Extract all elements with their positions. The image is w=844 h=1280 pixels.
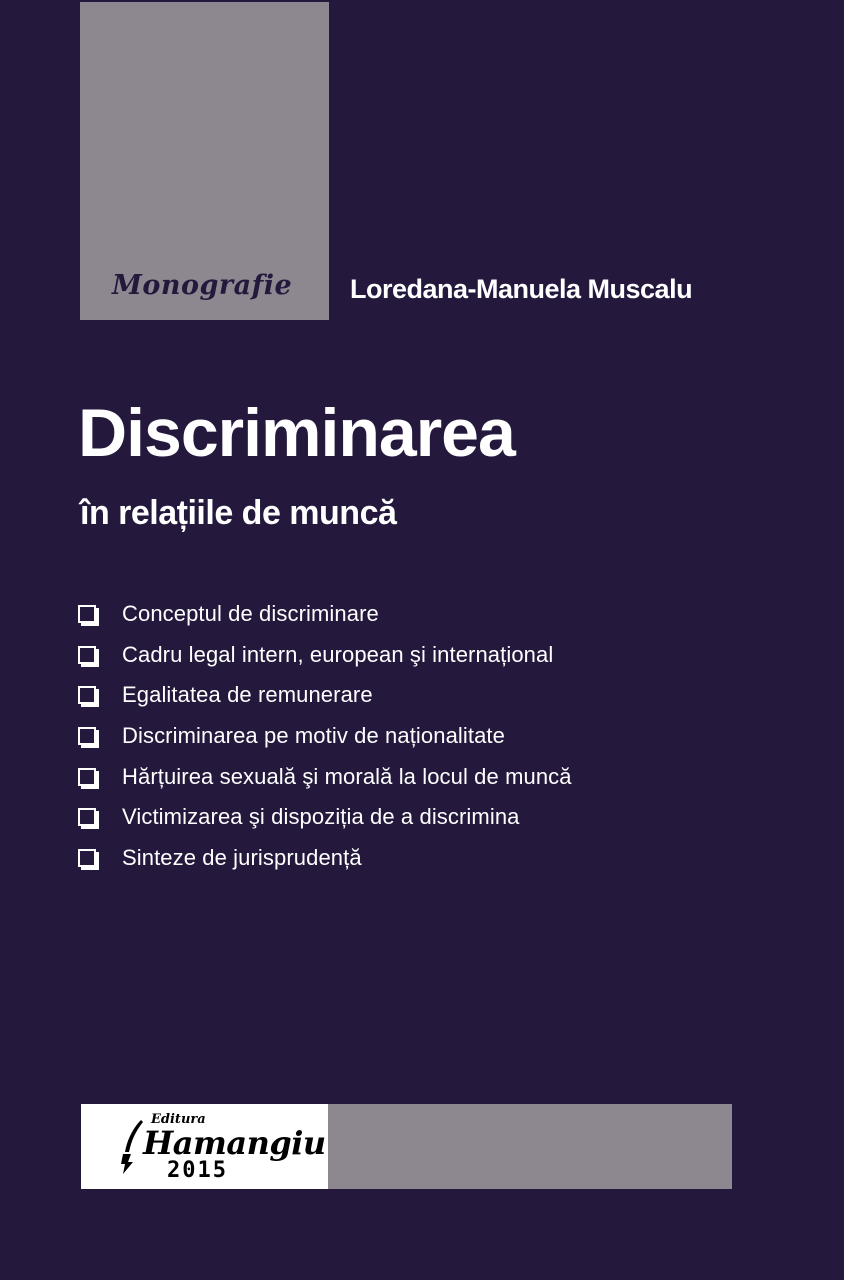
topic-text: Sinteze de jurisprudență xyxy=(122,844,362,870)
list-item xyxy=(78,675,572,716)
publisher-panel xyxy=(81,1104,328,1189)
book-subtitle: în relațiile de muncă xyxy=(80,494,397,532)
footer-gray-band xyxy=(328,1104,732,1189)
topic-text: Hărțuirea sexuală şi morală la locul de muncă xyxy=(122,763,572,789)
checkbox-bullet-icon xyxy=(78,646,96,664)
publication-year: 2015 xyxy=(167,1158,228,1183)
list-item xyxy=(78,838,572,879)
topic-text: Discriminarea pe motiv de naționalitate xyxy=(122,723,505,749)
author-name: Loredana-Manuela Muscalu xyxy=(350,274,693,304)
book-title: Discriminarea xyxy=(78,395,515,471)
checkbox-bullet-icon xyxy=(78,808,96,826)
checkbox-bullet-icon xyxy=(78,768,96,786)
checkbox-bullet-icon xyxy=(78,849,96,867)
checkbox-bullet-icon xyxy=(78,727,96,745)
topic-text: Conceptul de discriminare xyxy=(122,601,379,627)
list-item xyxy=(78,716,572,757)
list-item xyxy=(78,635,572,676)
topic-text: Cadru legal intern, european şi internațional xyxy=(122,641,554,667)
topic-text: Victimizarea şi dispoziția de a discrimina xyxy=(122,804,520,830)
topic-text: Egalitatea de remunerare xyxy=(122,682,373,708)
list-item xyxy=(78,797,572,838)
list-item xyxy=(78,756,572,797)
checkbox-bullet-icon xyxy=(78,686,96,704)
publisher-label: Editura xyxy=(151,1112,206,1127)
topics-list xyxy=(78,594,572,878)
series-label: Monografie xyxy=(112,270,293,301)
publisher-name: Hamangiu xyxy=(143,1124,326,1162)
checkbox-bullet-icon xyxy=(78,605,96,623)
list-item xyxy=(78,594,572,635)
